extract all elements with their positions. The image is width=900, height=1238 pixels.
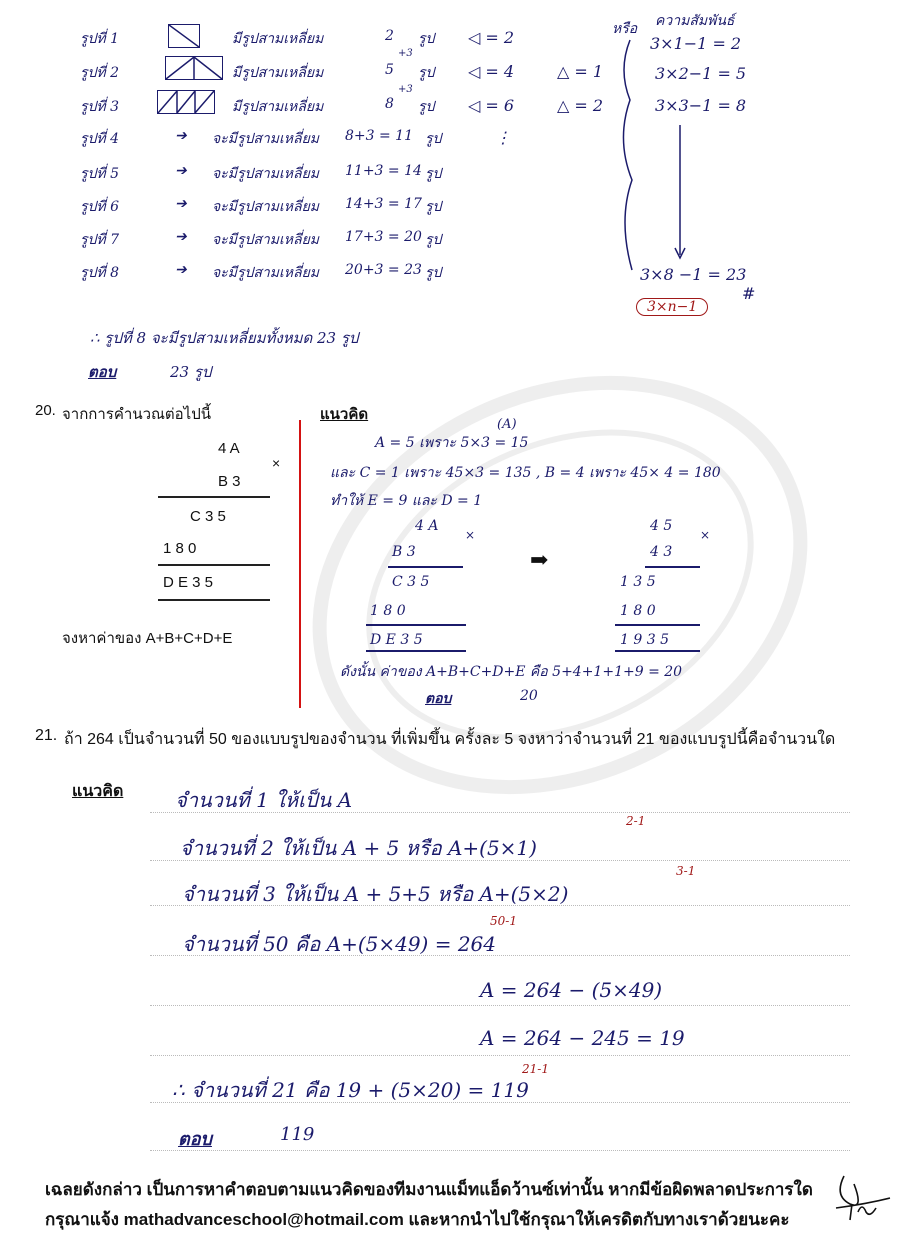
row-unit: รูป [425,199,442,215]
row-label: รูปที่ 2 [80,65,119,81]
row-label: รูปที่ 8 [80,265,119,281]
q20-answer: 20 [520,688,538,704]
row-unit: รูป [425,265,442,281]
footer-line-1: เฉลยดังกล่าว เป็นการหาคำตอบตามแนวคิดของทีมงานแม็ทแอ็ดว้านซ์เท่านั้น หากมีข้อผิดพลาดประการใด [45,1180,813,1199]
q20-row5: D E 3 5 [163,574,214,591]
relation-1: 3×1−1 = 2 [650,34,742,53]
signature [832,1168,892,1228]
q20-ask: จงหาค่าของ A+B+C+D+E [62,630,233,647]
q20-line3: ทำให้ E = 9 และ D = 1 [330,493,483,509]
leftgrid-rule [366,624,466,626]
row-unit: รูป [418,31,435,47]
hash-mark: # [742,284,756,303]
rightgrid-row: 1 9 3 5 [620,632,669,648]
row-label: รูปที่ 5 [80,166,119,182]
rightgrid-rule [615,624,700,626]
q21-line-2: จำนวนที่ 2 ให้เป็น A + 5 หรือ A+(5×1) [180,836,537,860]
row-calc: 20+3 = 23 [345,262,422,278]
q20-divider [299,420,301,708]
q20-rule-2 [158,564,270,566]
figure-1-box [168,24,200,48]
q19-therefore: ∴ รูปที่ 8 จะมีรูปสามเหลี่ยมทั้งหมด 23 รูป [90,329,359,347]
q20-row2: B 3 [218,473,241,490]
q21-answer-label: ตอบ [178,1129,212,1150]
q20-row3: C 3 5 [190,508,226,525]
leftgrid-rule [366,650,466,652]
row-arrow-icon: ➔ [175,196,187,212]
q21-line-7: ∴ จำนวนที่ 21 คือ 19 + (5×20) = 119 [172,1078,529,1102]
row-text: จะมีรูปสามเหลี่ยม [212,131,320,147]
row-small-triangles: ◁ = 6 [468,96,515,115]
row-label: รูปที่ 1 [80,31,119,47]
q20-rule-1 [158,496,270,498]
q21-line-4: จำนวนที่ 50 คือ A+(5×49) = 264 [182,932,497,956]
q20-summary: ดังนั้น ค่าของ A+B+C+D+E คือ 5+4+1+1+9 = 20 [340,664,683,680]
q20-answer-label: ตอบ [425,691,452,707]
rightgrid-row: 4 3 [650,544,673,560]
q20-row4: 1 8 0 [163,540,197,557]
q21-line-3: จำนวนที่ 3 ให้เป็น A + 5+5 หรือ A+(5×2) [182,882,569,906]
rightgrid-times: × [700,528,711,542]
rightgrid-rule [615,650,700,652]
row-small-triangles: ◁ = 4 [468,62,515,81]
relation-title: ความสัมพันธ์ [655,13,735,29]
q20-rule-3 [158,599,270,601]
leftgrid-row: D E 3 5 [370,632,423,648]
row-text: จะมีรูปสามเหลี่ยม [212,166,320,182]
q21-line-1: จำนวนที่ 1 ให้เป็น A [175,788,353,812]
row-calc: 14+3 = 17 [345,196,422,212]
q20-number: 20. [35,402,56,419]
plus-three-1: +3 [398,48,413,59]
q20-question: จากการคำนวณต่อไปนี้ [62,406,211,423]
formula-badge: 3×n−1 [636,298,708,316]
row-text: จะมีรูปสามเหลี่ยม [212,199,320,215]
q20-a-note: (A) [497,417,517,432]
or-word: หรือ [612,21,638,37]
row-calc: 8+3 = 11 [345,128,413,144]
q21-method: แนวคิด [72,783,124,800]
q20-method: แนวคิด [320,406,369,423]
rightgrid-row: 1 8 0 [620,603,656,619]
row-text: มีรูปสามเหลี่ยม [232,31,324,47]
row-calc: 5 [385,62,394,78]
relation-brace [610,30,700,290]
row-label: รูปที่ 7 [80,232,119,248]
q21-answer: 119 [280,1124,315,1145]
arrow-icon: ➡ [530,548,549,573]
row-label: รูปที่ 3 [80,99,119,115]
q19-answer: 23 รูป [170,363,212,381]
row-calc: 11+3 = 14 [345,163,422,179]
row-calc: 17+3 = 20 [345,229,422,245]
q21-note-3: 50-1 [490,914,517,928]
leftgrid-rule [388,566,463,568]
leftgrid-row: 1 8 0 [370,603,406,619]
relation-last: 3×8 −1 = 23 [640,265,747,284]
figure-2-box [165,56,223,80]
continuation-dots: ⋮ [495,128,511,147]
row-text: จะมีรูปสามเหลี่ยม [212,265,320,281]
row-label: รูปที่ 4 [80,131,119,147]
q21-line-6: A = 264 − 245 = 19 [480,1026,685,1050]
row-arrow-icon: ➔ [175,128,187,144]
row-unit: รูป [418,99,435,115]
relation-3: 3×3−1 = 8 [655,96,747,115]
q19-answer-label: ตอบ [88,363,117,381]
row-small-triangles: ◁ = 2 [468,28,515,47]
row-big-triangles: △ = 1 [557,62,604,81]
row-label: รูปที่ 6 [80,199,119,215]
row-big-triangles: △ = 2 [557,96,604,115]
leftgrid-row: 4 A [415,518,439,534]
leftgrid-row: C 3 5 [392,574,430,590]
row-arrow-icon: ➔ [175,262,187,278]
row-text: มีรูปสามเหลี่ยม [232,99,324,115]
q20-row1: 4 A [218,440,240,457]
row-text: มีรูปสามเหลี่ยม [232,65,324,81]
leftgrid-row: B 3 [392,544,416,560]
q20-line1: A = 5 เพราะ 5×3 = 15 [375,435,529,451]
relation-2: 3×2−1 = 5 [655,64,747,83]
plus-three-2: +3 [398,84,413,95]
row-arrow-icon: ➔ [175,163,187,179]
row-text: จะมีรูปสามเหลี่ยม [212,232,320,248]
q21-note-1: 2-1 [626,814,646,828]
rightgrid-row: 4 5 [650,518,673,534]
row-calc: 2 [385,28,394,44]
q21-note-2: 3-1 [676,864,696,878]
rightgrid-rule [645,566,700,568]
q21-question: ถ้า 264 เป็นจำนวนที่ 50 ของแบบรูปของจำนวน ที่เพิ่มขึ้น ครั้งละ 5 จงหาว่าจำนวนที่ 21 ของแบบรูปนี้คือจำนวนใด [64,731,836,748]
q20-line2: และ C = 1 เพราะ 45×3 = 135 , B = 4 เพราะ 45× 4 = 180 [330,465,721,481]
rightgrid-row: 1 3 5 [620,574,656,590]
figure-3-box [157,90,215,114]
q21-note-4: 21-1 [522,1062,549,1076]
row-unit: รูป [425,166,442,182]
footer-line-2: กรุณาแจ้ง mathadvanceschool@hotmail.com และหากนำไปใช้กรุณาให้เครดิตกับทางเราด้วยนะคะ [45,1210,790,1229]
row-unit: รูป [425,232,442,248]
row-unit: รูป [418,65,435,81]
q21-number: 21. [35,727,58,744]
q20-times: × [272,455,281,471]
row-calc: 8 [385,96,394,112]
leftgrid-times: × [465,528,476,542]
q21-line-5: A = 264 − (5×49) [480,978,663,1002]
row-arrow-icon: ➔ [175,229,187,245]
row-unit: รูป [425,131,442,147]
